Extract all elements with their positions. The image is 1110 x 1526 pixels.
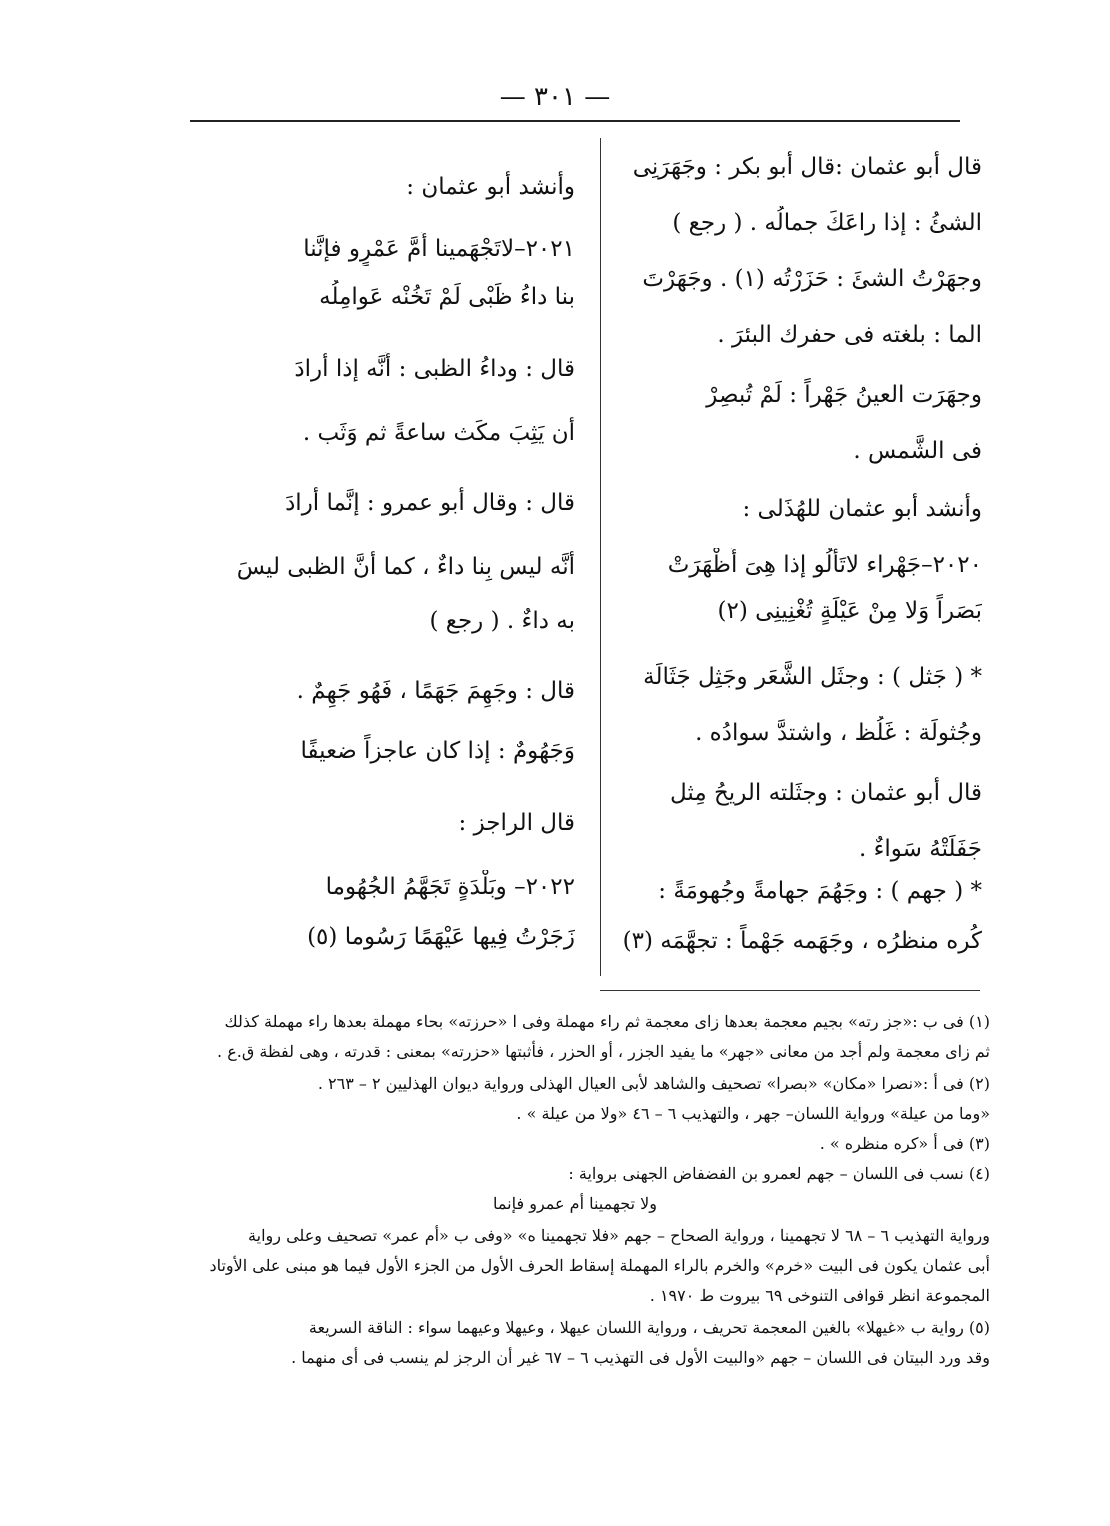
footnote-line: (١) فى ب :«جز رته» بجيم معجمة بعدها زاى معجمة ثم راء مهملة وفى ا «حرزته» بحاء مهملة بعدها راء مهملة كذلك bbox=[224, 1012, 990, 1031]
text-line: أنَّه ليس بِنا داءٌ ، كما أنَّ الظبى ليسَ bbox=[236, 554, 575, 580]
text-line: فى الشَّمس . bbox=[853, 438, 982, 464]
footnote-line: (٥) رواية ب «غيهلا» بالغين المعجمة تحريف ، ورواية اللسان عيهلا ، وعيهلا وعيهما سواء : الناقة السريعة bbox=[308, 1318, 990, 1337]
verse-line: ٢٠٢٢– وبَلْدَةٍ تَجَهَّمُ الجُهُوما bbox=[325, 874, 575, 900]
text-line: * ( جَثل ) : وجثَل الشَّعَر وجَثِل جَثَالَة bbox=[643, 664, 982, 690]
footnote-line: أبى عثمان يكون فى البيت «خرم» والخرم بالراء المهملة إسقاط الحرف الأول من الجزء الأول فيما هو مبنى على الأوتاد bbox=[209, 1256, 990, 1275]
footnote-line: المجموعة انظر قوافى التنوخى ٦٩ بيروت ط ١٩٧٠ . bbox=[649, 1286, 990, 1305]
verse-line: بَصَراً وَلا مِنْ عَيْلَةٍ تُغْنِينِى (٢) bbox=[717, 598, 982, 624]
text-line: قال أبو عثمان :قال أبو بكر : وجَهَرَنِى bbox=[632, 154, 982, 180]
column-divider bbox=[600, 138, 601, 976]
text-line: قال : وداءُ الظبى : أَنَّه إذا أرادَ bbox=[294, 356, 575, 382]
verse-line: ٢٠٢٠–جَهْراء لاتَألُو إذا هِىَ أَظْهَرَتْ bbox=[667, 552, 982, 578]
text-line: وجهَرْتُ الشئَ : حَزَرْتُه (١) . وجَهَرْتَ bbox=[642, 266, 982, 292]
text-line: وجُثولَة : غَلُظ ، واشتدَّ سوادُه . bbox=[695, 720, 982, 746]
page-number: — ٣٠١ — bbox=[499, 82, 611, 112]
text-line: الشئُ : إذا راعَكَ جمالُه . ( رجع ) bbox=[672, 210, 982, 236]
footnote-verse: ولا تجهمينا أم عمرو فإنما bbox=[493, 1194, 657, 1213]
text-line: قال : وجَهِمَ جَهَمًا ، فَهُو جَهِمٌ . bbox=[296, 678, 575, 704]
text-line: كُره منظرُه ، وجَهَمه جَهْماً : تجهَّمَه (٣) bbox=[622, 928, 982, 954]
text-line: جَفَلَتْهُ سَواءٌ . bbox=[858, 836, 982, 862]
footnote-line: وقد ورد البيتان فى اللسان – جهم «والبيت الأول فى التهذيب ٦ – ٦٧ غير أن الرجز لم ينسب فى أى منهما . bbox=[291, 1348, 990, 1367]
footnote-line: «وما من عيلة» ورواية اللسان– جهر ، والتهذيب ٦ – ٤٦ «ولا من عيلة » . bbox=[516, 1104, 990, 1123]
footnote-line: ثم زاى معجمة ولم أجد من معانى «جهر» ما يفيد الجزر ، أو الحزر ، فأثبتها «حزرته» بمعنى : قدرته ، وهى لفظة ق.ع . bbox=[217, 1042, 990, 1061]
text-line: وَجَهُومٌ : إذا كان عاجزاً ضعيفًا bbox=[300, 738, 575, 764]
text-line: وجهَرَت العينُ جَهْراً : لَمْ تُبصِرْ bbox=[706, 382, 982, 408]
footnote-line: ورواية التهذيب ٦ – ٦٨ لا تجهمينا ، ورواية الصحاح – جهم «فلا تجهمينا ه» «وفى ب «أم عمر» تصحيف وعلى رواية bbox=[248, 1226, 990, 1245]
text-line: وأنشد أبو عثمان للهُذَلى : bbox=[742, 496, 982, 522]
verse-line: زَجَرْتُ فِيها عَيْهَمًا رَسُوما (٥) bbox=[307, 924, 575, 950]
text-line: قال : وقال أبو عمرو : إنَّما أرادَ bbox=[285, 490, 575, 516]
footnote-line: (٤) نسب فى اللسان – جهم لعمرو بن الفضفاض الجهنى برواية : bbox=[568, 1164, 990, 1183]
verse-line: بنا داءُ ظَبْى لَمْ تَخُنْه عَوامِلُه bbox=[319, 284, 575, 310]
text-line: به داءٌ . ( رجع ) bbox=[429, 608, 575, 634]
text-line: قال الراجز : bbox=[458, 810, 575, 836]
text-line: * ( جهم ) : وجَهُمَ جهامةً وجُهومَةً : bbox=[658, 878, 982, 904]
text-line: أن يَثِبَ مكَث ساعةً ثم وَثَب . bbox=[302, 420, 575, 446]
verse-line: ٢٠٢١–لاتَجْهَمينا أُمَّ عَمْرٍو فإنَّنا bbox=[303, 236, 575, 262]
text-line: وأنشد أبو عثمان : bbox=[406, 174, 575, 200]
text-line: الما : بلغته فى حفرك البئرَ . bbox=[717, 322, 982, 348]
footnote-rule bbox=[600, 990, 980, 991]
footnote-line: (٢) فى أ :«نصرا «مكان» «بصرا» تصحيف والشاهد لأبى العيال الهذلى ورواية ديوان الهذليين ٢ – ٢٦٣ . bbox=[317, 1074, 990, 1093]
text-line: قال أبو عثمان : وجثَلته الريحُ مِثل bbox=[669, 780, 982, 806]
header-rule bbox=[190, 120, 960, 122]
footnote-line: (٣) فى أ «كره منظره » . bbox=[819, 1134, 990, 1153]
